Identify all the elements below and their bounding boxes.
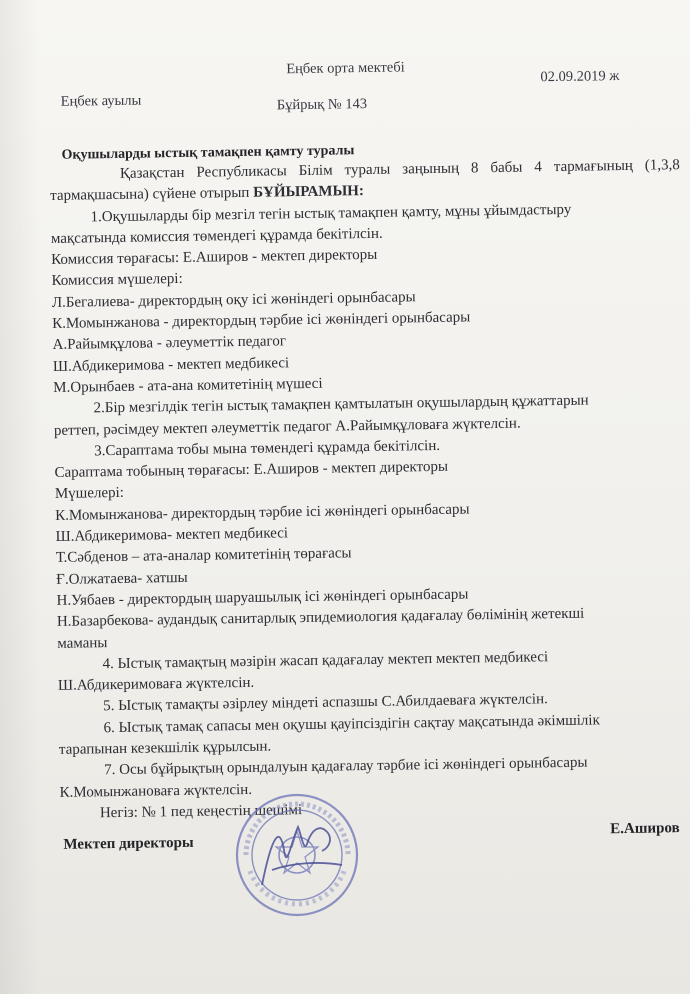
commission-members-label: Комиссия мүшелері:	[51, 271, 183, 290]
order-number: Бұйрық № 143	[276, 95, 368, 114]
document-content	[48, 45, 690, 853]
commission-chair: Комиссия төрағасы: Е.Аширов - мектеп директоры	[51, 247, 378, 269]
paragraph-2-line-2: реттеп, рәсімдеу мектеп әлеуметтік педагог А.Райымқұловаға жүктелсін.	[53, 415, 521, 439]
commission-member: Ш.Абдикеримова - мектеп медбикесі	[52, 354, 290, 375]
expert-member: Н.Уябаев - директордың шаруашылық ісі жөніндегі орынбасары	[56, 586, 469, 609]
expert-member: Ғ.Олжатаева- хатшы	[56, 569, 188, 588]
signature-name: Е.Аширов	[610, 820, 680, 838]
commission-member: К.Момынжанова - директордың тәрбие ісі жөніндегі орынбасары	[52, 309, 471, 333]
expert-member: Ш.Абдикеримова- мектеп медбикесі	[55, 525, 289, 545]
paragraph-2-line-1: 2.Бір мезгілдік тегін ыстық тамақпен қамтылатын оқушылардың құжаттарын	[93, 392, 589, 417]
paragraph-7-line-2: К.Момынжановаға жүктелсін.	[59, 781, 253, 801]
paragraph-4-line-2: Ш.Абдикеримоваға жүктелсін.	[57, 674, 255, 695]
document-body	[50, 154, 690, 825]
paragraph-1-line-2: мақсатында комиссия төмендегі құрамда бекітілсін.	[50, 225, 383, 247]
basis-line: Негіз: № 1 пед кеңестің шешімі	[99, 802, 303, 822]
paragraph-3-line-1: 3.Сараптама тобы мына төмендегі құрамда бекітілсін.	[94, 437, 441, 460]
expert-member: Н.Базарбекова- аудандық санитарлық эпидемиология қадағалау бөлімінің жетекші	[56, 605, 585, 631]
official-stamp-icon	[232, 775, 362, 925]
paragraph-1-line-1: 1.Оқушыларды бір мезгіл тегін ыстық тамақпен қамту, мұны ұйымдастыру	[90, 201, 572, 225]
signature-role: Мектеп директоры	[63, 834, 194, 853]
expert-group-chair: Сараптама тобының төрағасы: Е.Аширов - мектеп директоры	[54, 458, 449, 482]
commission-member: Л.Бегалиева- директордың оқу ісі жөніндегі орынбасары	[51, 289, 416, 311]
paragraph-7-line-1: 7. Осы бұйрықтың орындалуын қадағалау тәрбие ісі жөніндегі орынбасары	[104, 754, 588, 779]
page-shadow	[0, 0, 40, 994]
paragraph-4-line-1: 4. Ыстық тамақтың мәзірін жасап қадағалау мектеп мектеп медбикесі	[102, 649, 549, 673]
document-title: Оқушыларды ыстық тамақпен қамту туралы	[61, 143, 355, 163]
paragraph-5: 5. Ыстық тамақты әзірлеу міндеті аспазшы С.Абилдаеваға жүктелсін.	[103, 691, 548, 715]
expert-member: К.Момынжанова- директордың тәрбие ісі жөніндегі орынбасары	[55, 501, 470, 524]
commission-member: А.Райымқұлова - әлеуметтік педагог	[52, 333, 287, 354]
intro-line-1: Қазақстан Республикасы Білім туралы заңының 8 бабы 4 тармағының (1,3,8	[119, 157, 680, 182]
order-keyword: БҰЙЫРАМЫН:	[253, 183, 365, 202]
school-name: Еңбек орта мектебі	[286, 59, 405, 78]
order-date: 02.09.2019 ж	[540, 68, 620, 86]
village-name: Еңбек ауылы	[60, 92, 142, 110]
expert-member-continued: маманы	[57, 634, 108, 652]
commission-member: М.Орынбаев - ата-ана комитетінің мүшесі	[53, 375, 323, 396]
paragraph-6-line-1: 6. Ыстық тамақ сапасы мен оқушы қауіпсіздігін сақтау мақсатында әкімшілік	[103, 712, 600, 736]
intro-text: тармақшасына) сүйене отырып	[50, 185, 254, 205]
expert-member: Т.Сәбденов – ата-аналар комитетінің төрағасы	[55, 545, 352, 567]
handwritten-signature	[262, 827, 342, 885]
expert-members-label: Мүшелері:	[54, 485, 125, 503]
paragraph-6-line-2: тарапынан кезекшілік құрылсын.	[58, 738, 272, 758]
